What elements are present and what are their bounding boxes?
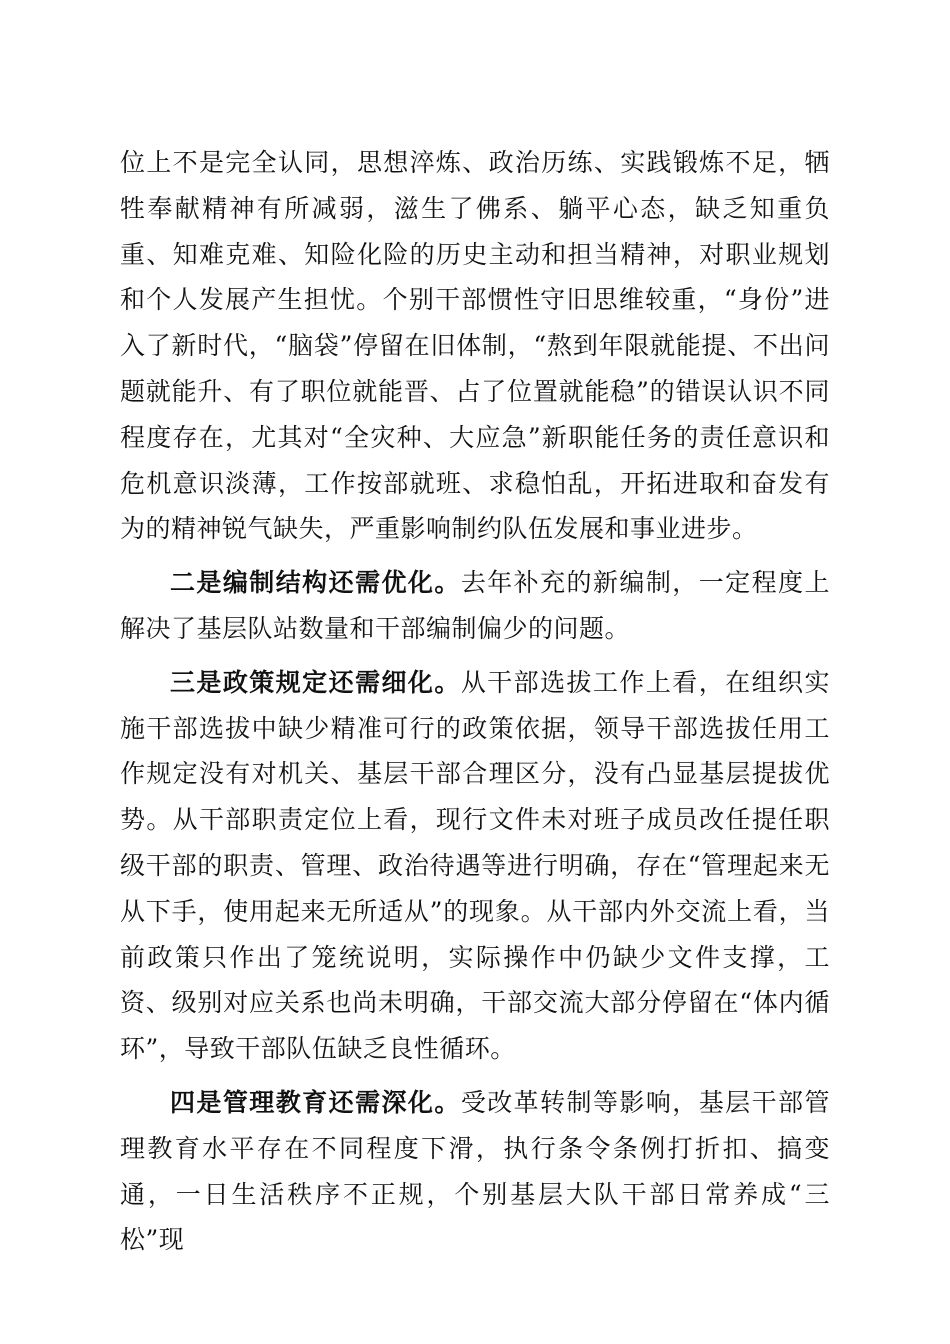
- paragraph-text: 从干部选拔工作上看，在组织实施干部选拔中缺少精准可行的政策依据，领导干部选拔任用工作规定没有对机关、基层干部合理区分，没有凸显基层提拔优势。从干部职责定位上看，现行文件未对班子成员改任提任职级干部的职责、管理、政治待遇等进行明确，存在“管理起来无从下手，使用起来无所适从”的现象。从干部内外交流上看，当前政策只作出了笼统说明，实际操作中仍缺少文件支撑，工资、级别对应关系也尚未明确，干部交流大部分停留在“体内循环”，导致干部队伍缺乏良性循环。: [120, 667, 830, 1064]
- paragraph-text: 受改革转制等影响，基层干部管理教育水平存在不同程度下滑，执行条令条例打折扣、搞变通，一日生活秩序不正规，个别基层大队干部日常养成“三松”现: [120, 1087, 830, 1255]
- paragraph-text: 位上不是完全认同，思想淬炼、政治历练、实践锻炼不足，牺牲奉献精神有所减弱，滋生了佛系、躺平心态，缺乏知重负重、知难克难、知险化险的历史主动和担当精神，对职业规划和个人发展产生担忧。个别干部惯性守旧思维较重，“身份”进入了新时代，“脑袋”停留在旧体制，“熬到年限就能提、不出问题就能升、有了职位就能晋、占了位置就能稳”的错误认识不同程度存在，尤其对“全灾种、大应急”新职能任务的责任意识和危机意识淡薄，工作按部就班、求稳怕乱，开拓进取和奋发有为的精神锐气缺失，严重影响制约队伍发展和事业进步。: [120, 148, 830, 544]
- document-body: [120, 140, 830, 1271]
- paragraph-heading: 四是管理教育还需深化。: [170, 1087, 461, 1117]
- paragraph-continuation: [120, 140, 830, 552]
- paragraph-management-education: [120, 1080, 830, 1263]
- paragraph-text: 去年补充的新编制，一定程度上解决了基层队站数量和干部编制偏少的问题。: [120, 568, 830, 643]
- paragraph-policy-regulations: [120, 660, 830, 1072]
- paragraph-staffing-structure: [120, 560, 830, 652]
- paragraph-heading: 三是政策规定还需细化。: [170, 667, 461, 697]
- paragraph-heading: 二是编制结构还需优化。: [170, 568, 461, 598]
